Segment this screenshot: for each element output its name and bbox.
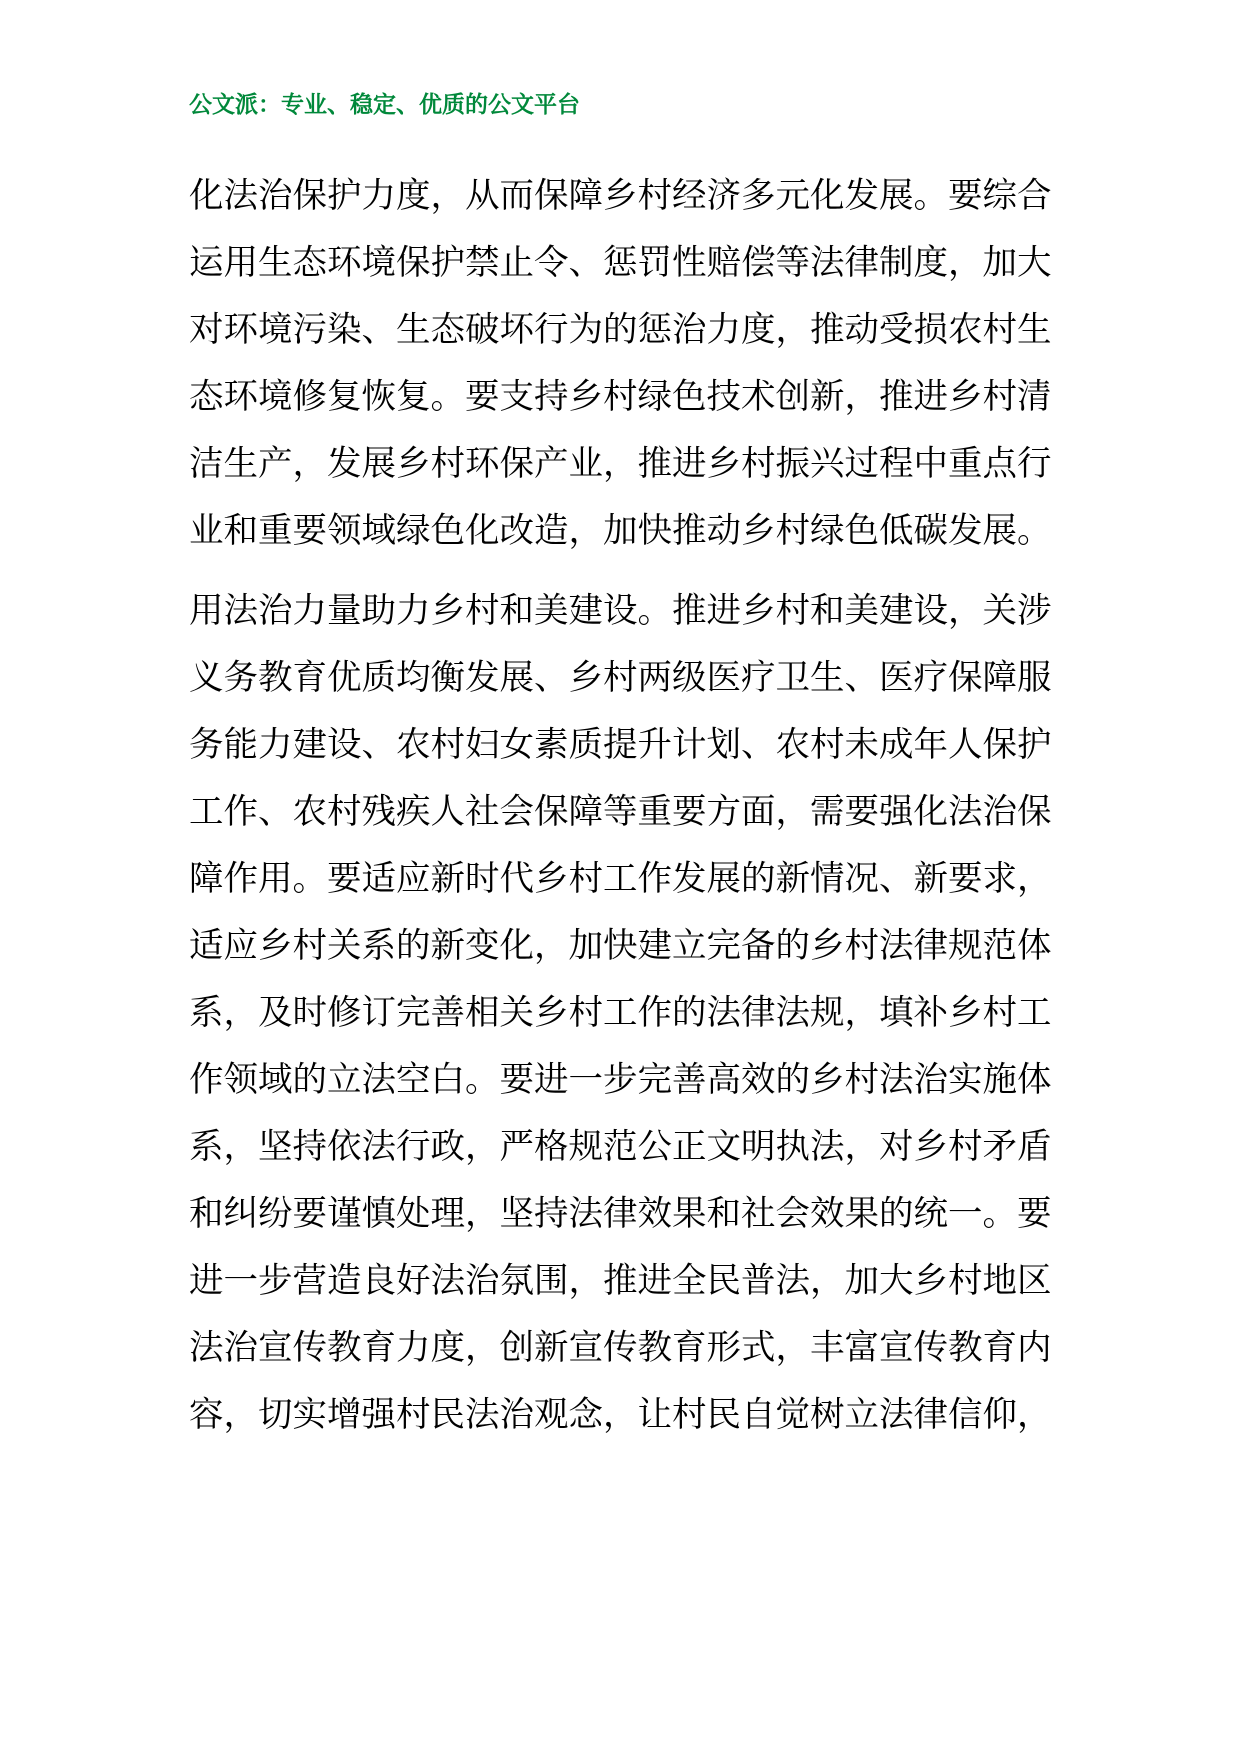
text-line: 用法治力量助力乡村和美建设。推进乡村和美建设，关涉 [189,591,1052,631]
text-line: 和纠纷要谨慎处理，坚持法律效果和社会效果的统一。要 [189,1194,1052,1234]
text-line: 化法治保护力度，从而保障乡村经济多元化发展。要综合 [189,176,1052,216]
text-line: 进一步营造良好法治氛围，推进全民普法，加大乡村地区 [189,1261,1052,1301]
text-line: 法治宣传教育力度，创新宣传教育形式，丰富宣传教育内 [189,1328,1052,1368]
text-line: 运用生态环境保护禁止令、惩罚性赔偿等法律制度，加大 [189,243,1052,283]
text-line: 务能力建设、农村妇女素质提升计划、农村未成年人保护 [189,725,1052,765]
text-line: 对环境污染、生态破坏行为的惩治力度，推动受损农村生 [189,310,1052,350]
text-line: 业和重要领域绿色化改造，加快推动乡村绿色低碳发展。 [189,511,1052,551]
text-line: 障作用。要适应新时代乡村工作发展的新情况、新要求， [189,859,1052,899]
text-line: 系，坚持依法行政，严格规范公正文明执法，对乡村矛盾 [189,1127,1052,1167]
text-line: 作领域的立法空白。要进一步完善高效的乡村法治实施体 [189,1060,1052,1100]
text-line: 义务教育优质均衡发展、乡村两级医疗卫生、医疗保障服 [189,658,1052,698]
text-line: 洁生产，发展乡村环保产业，推进乡村振兴过程中重点行 [189,444,1052,484]
text-line: 系，及时修订完善相关乡村工作的法律法规，填补乡村工 [189,993,1052,1033]
text-line: 工作、农村残疾人社会保障等重要方面，需要强化法治保 [189,792,1052,832]
text-line: 适应乡村关系的新变化，加快建立完备的乡村法律规范体 [189,926,1052,966]
document-header: 公文派：专业、稳定、优质的公文平台 [189,92,580,118]
text-line: 容，切实增强村民法治观念，让村民自觉树立法律信仰， [189,1395,1052,1435]
text-line: 态环境修复恢复。要支持乡村绿色技术创新，推进乡村清 [189,377,1052,417]
